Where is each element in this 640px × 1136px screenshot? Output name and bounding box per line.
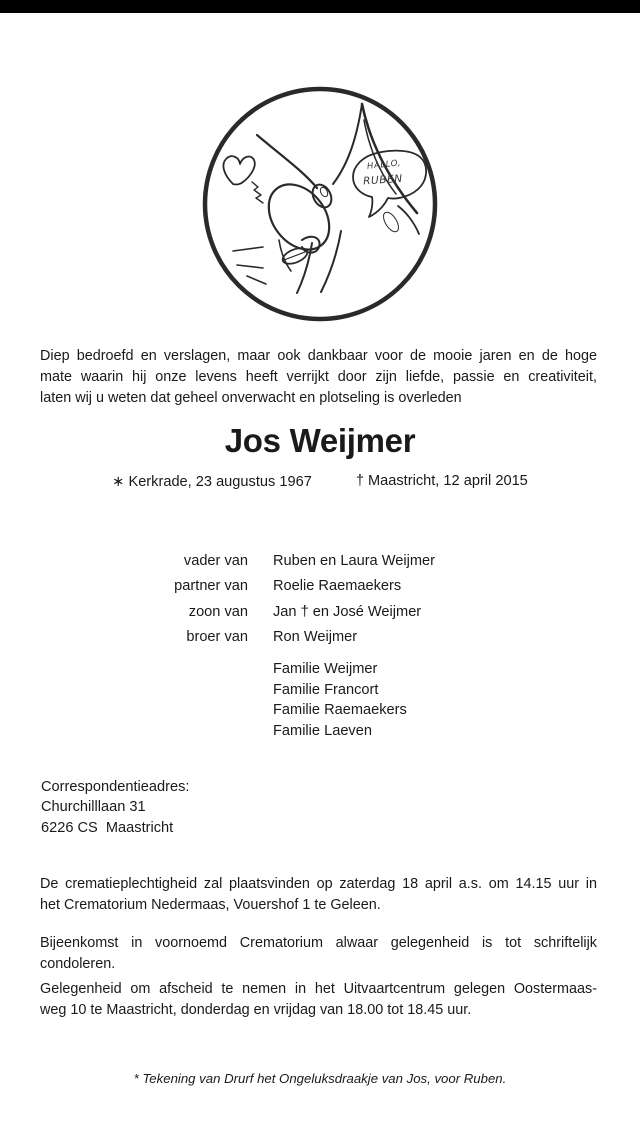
address-street: Churchilllaan 31: [41, 799, 146, 816]
dragon-brow: [257, 135, 317, 188]
intro-line: laten wij u weten dat geheel onverwacht en plotseling is overleden: [40, 390, 462, 406]
life-dates: [0, 473, 640, 490]
top-black-bar: [0, 0, 640, 13]
paragraph-line: condoleren.: [40, 956, 116, 972]
intro-line: Diep bedroefd en verslagen, maar ook dankbaar voor de mooie jaren en de hoge: [40, 348, 597, 364]
relation-row: [0, 574, 640, 599]
speech-bubble-line2: Ruben: [362, 172, 404, 188]
relation-label: broer van: [186, 628, 248, 645]
memorial-drawing: [189, 78, 451, 332]
relation-label: zoon van: [188, 603, 248, 620]
relation-row: [0, 549, 640, 574]
families-list: [273, 659, 407, 741]
relation-value: Jan † en José Weijmer: [273, 603, 422, 620]
farewell-paragraph: [40, 979, 597, 1021]
intro-line: mate waarin hij onze levens heeft verrijkt door zijn liefde, passie en creativiteit,: [40, 369, 597, 385]
paragraph-line: De crematieplechtigheid zal plaatsvinden op zaterdag 18 april a.s. om 14.15 uur in: [40, 876, 597, 892]
squiggle-line: [252, 182, 263, 203]
relation-row: [0, 625, 640, 650]
heart-icon: [223, 156, 254, 184]
relation-value: Roelie Raemaekers: [273, 578, 402, 595]
footnote: * Tekening van Drurf het Ongeluksdraakje van Jos, voor Ruben.: [133, 1071, 507, 1086]
family-item: Familie Laeven: [273, 722, 372, 739]
condolence-paragraph: [40, 933, 597, 975]
speech-bubble-line1: Hallo,: [366, 158, 402, 172]
cremation-paragraph: [40, 874, 597, 916]
motion-lines: [233, 247, 266, 284]
relation-value: Ron Weijmer: [273, 628, 358, 645]
drawing-circle-border: [205, 89, 435, 319]
paragraph-line: het Crematorium Nedermaas, Vouershof 1 te Geleen.: [40, 897, 381, 913]
birth-place-date: ∗ Kerkrade, 23 augustus 1967: [112, 474, 312, 490]
dragon-eye: [309, 181, 335, 210]
relation-label: vader van: [183, 553, 248, 569]
dragon-horn-left: [333, 104, 362, 184]
family-item: Familie Francort: [273, 681, 379, 698]
family-item: Familie Weijmer: [273, 661, 378, 677]
address-heading: Correspondentieadres:: [41, 779, 190, 795]
intro-text: [40, 346, 597, 409]
relation-row: [0, 600, 640, 625]
paragraph-line: Bijeenkomst in voornoemd Crematorium alwaar gelegenheid is tot schriftelijk: [40, 935, 597, 951]
correspondence-address: [41, 777, 189, 838]
family-item: Familie Raemaekers: [273, 702, 407, 718]
dragon-ear: [381, 210, 402, 234]
paragraph-line: weg 10 te Maastricht, donderdag en vrijdag van 18.00 tot 18.45 uur.: [40, 1002, 472, 1018]
address-city: 6226 CS Maastricht: [41, 819, 174, 836]
deceased-name: Jos Weijmer: [224, 422, 416, 459]
relation-value: Ruben en Laura Weijmer: [273, 553, 435, 569]
relation-label: partner van: [174, 578, 248, 595]
dragon-neck-back: [321, 231, 341, 292]
death-place-date: † Maastricht, 12 april 2015: [355, 473, 528, 489]
relations-list: [0, 549, 640, 650]
paragraph-line: Gelegenheid om afscheid te nemen in het Uitvaartcentrum gelegen Oostermaas-: [40, 981, 597, 997]
